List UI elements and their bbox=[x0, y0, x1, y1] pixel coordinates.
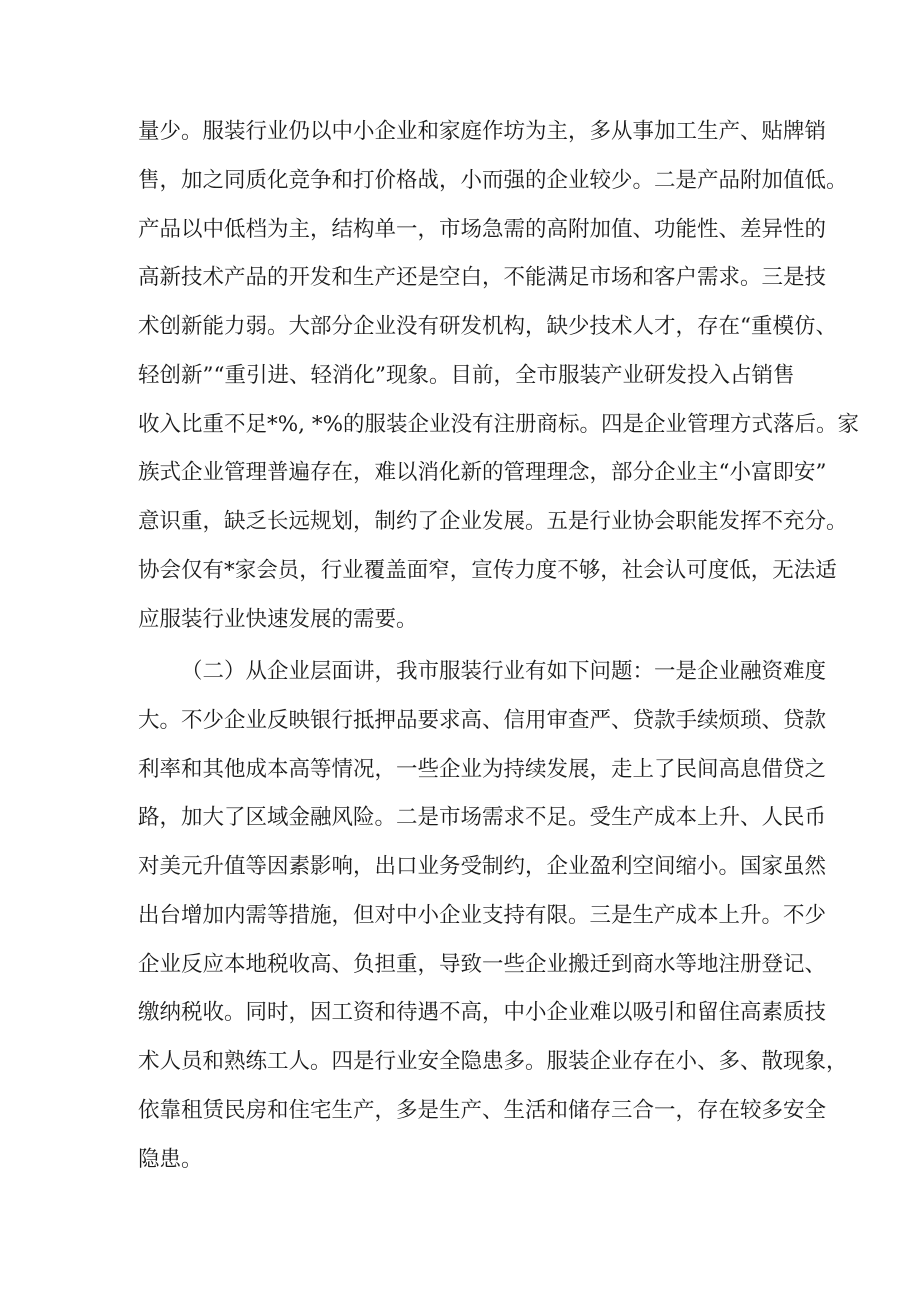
paragraph-line: 对美元升值等因素影响，出口业务受制约，企业盈利空间缩小。国家虽然 bbox=[138, 854, 827, 879]
paragraph-line: 大。不少企业反映银行抵押品要求高、信用审查严、贷款手续烦琐、贷款 bbox=[138, 707, 827, 733]
paragraph-line: 收入比重不足*%, *%的服装企业没有注册商标。四是企业管理方式落后。家 bbox=[138, 411, 860, 437]
paragraph-enterprise-problems bbox=[138, 648, 848, 1184]
paragraph-line: 协会仅有*家会员，行业覆盖面窄，宣传力度不够，社会认可度低，无法适 bbox=[138, 557, 837, 583]
paragraph-line: 企业反应本地税收高、负担重，导致一些企业搬迁到商水等地注册登记、 bbox=[138, 951, 827, 977]
paragraph-line: 出台增加内需等措施，但对中小企业支持有限。三是生产成本上升。不少 bbox=[138, 902, 827, 928]
paragraph-industry-problems bbox=[138, 108, 860, 644]
paragraph-line: 高新技术产品的开发和生产还是空白，不能满足市场和客户需求。三是技 bbox=[138, 265, 827, 291]
paragraph-line: 缴纳税收。同时，因工资和待遇不高，中小企业难以吸引和留住高素质技 bbox=[138, 1000, 827, 1026]
paragraph-line: 利率和其他成本高等情况，一些企业为持续发展，走上了民间高息借贷之 bbox=[138, 756, 827, 782]
paragraph-line: 应服装行业快速发展的需要。 bbox=[138, 606, 418, 632]
paragraph-line: 术创新能力弱。大部分企业没有研发机构，缺少技术人才，存在“重模仿、 bbox=[138, 314, 837, 339]
paragraph-line: 族式企业管理普遍存在，难以消化新的管理理念，部分企业主“小富即安” bbox=[138, 460, 827, 486]
paragraph-line: （二）从企业层面讲，我市服装行业有如下问题：一是企业融资难度 bbox=[181, 659, 827, 684]
paragraph-line: 轻创新”“重引进、轻消化”现象。目前，全市服装产业研发投入占销售 bbox=[138, 362, 795, 388]
paragraph-line: 依靠租赁民房和住宅生产，多是生产、生活和储存三合一，存在较多安全 bbox=[138, 1097, 827, 1123]
paragraph-line: 产品以中低档为主，结构单一，市场急需的高附加值、功能性、差异性的 bbox=[138, 216, 827, 242]
paragraph-line: 意识重，缺乏长远规划，制约了企业发展。五是行业协会职能发挥不充分。 bbox=[138, 509, 848, 534]
paragraph-line: 售，加之同质化竞争和打价格战，小而强的企业较少。二是产品附加值低。 bbox=[138, 167, 848, 193]
paragraph-line: 量少。服装行业仍以中小企业和家庭作坊为主，多从事加工生产、贴牌销 bbox=[138, 119, 827, 144]
paragraph-line: 路，加大了区域金融风险。二是市场需求不足。受生产成本上升、人民币 bbox=[138, 805, 827, 831]
paragraph-line: 术人员和熟练工人。四是行业安全隐患多。服装企业存在小、多、散现象， bbox=[138, 1049, 848, 1074]
paragraph-line: 隐患。 bbox=[138, 1146, 203, 1172]
